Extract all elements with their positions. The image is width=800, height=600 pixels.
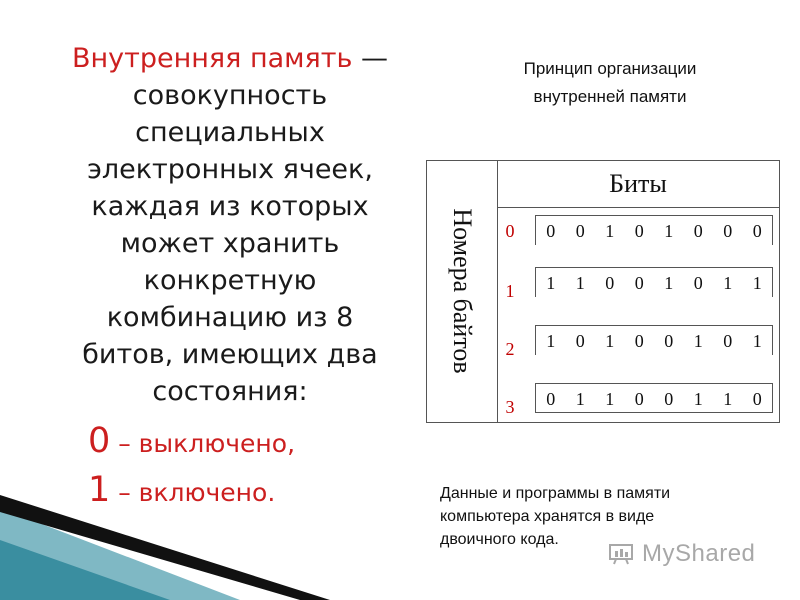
bit-cell: 1 — [664, 273, 674, 293]
bit-cell: 0 — [634, 389, 644, 409]
diagram-title — [470, 55, 750, 111]
state-off-label: – выключено, — [110, 429, 296, 458]
definition-line: комбинацию из 8 — [106, 302, 354, 333]
bit-cell: 1 — [575, 273, 585, 293]
bit-cell: 1 — [693, 389, 703, 409]
bit-cell: 0 — [605, 273, 615, 293]
bit-cell: 0 — [634, 273, 644, 293]
byte-row — [535, 215, 773, 245]
bit-cell: 1 — [605, 389, 615, 409]
bit-cell: 0 — [575, 221, 585, 241]
definition-line: совокупность — [132, 80, 328, 111]
bit-cell: 0 — [693, 221, 703, 241]
bit-cell: 1 — [605, 221, 615, 241]
bit-cell: 0 — [693, 273, 703, 293]
memory-table — [426, 160, 780, 423]
watermark-text: MyShared — [642, 540, 756, 567]
byte-index: 3 — [505, 397, 515, 417]
bit-cell: 0 — [634, 331, 644, 351]
bit-cell: 1 — [693, 331, 703, 351]
byte-row — [535, 383, 773, 413]
byte-numbers-label: Номера байтов — [448, 208, 477, 374]
bit-cell: 0 — [664, 389, 674, 409]
definition-line: электронных ячеек, — [87, 154, 373, 185]
presentation-board-icon — [608, 543, 636, 565]
bit-cell: 0 — [546, 221, 556, 241]
byte-numbers-header — [427, 161, 498, 422]
state-on-label: – включено. — [110, 478, 276, 507]
definition-line: состояния: — [152, 376, 308, 407]
state-on-digit: 1 — [88, 470, 111, 510]
bit-cell: 0 — [575, 331, 585, 351]
bit-cell: 0 — [634, 221, 644, 241]
state-on — [88, 467, 295, 516]
byte-row — [535, 267, 773, 297]
state-off — [88, 418, 295, 467]
definition-line: каждая из которых — [91, 191, 369, 222]
watermark — [608, 540, 755, 568]
note-line: Данные и программы в памяти — [440, 485, 671, 502]
definition-dash: — — [352, 43, 389, 74]
bit-cell: 0 — [752, 221, 762, 241]
note-line: двоичного кода. — [440, 531, 559, 548]
bit-cell: 0 — [752, 389, 762, 409]
byte-index: 2 — [505, 339, 515, 359]
diagram-title-line: Принцип организации — [523, 59, 697, 78]
bit-states — [88, 418, 295, 516]
bit-cell: 1 — [752, 273, 762, 293]
diagram-title-line: внутренней памяти — [533, 87, 687, 106]
bit-cell: 1 — [575, 389, 585, 409]
bit-cell: 0 — [664, 331, 674, 351]
definition-text — [60, 40, 400, 410]
bit-cell: 0 — [723, 221, 733, 241]
definition-line: конкретную — [143, 265, 317, 296]
bit-cell: 1 — [546, 331, 556, 351]
definition-line: специальных — [135, 117, 325, 148]
byte-index: 1 — [505, 281, 515, 301]
note-line: компьютера хранятся в виде — [440, 508, 655, 525]
definition-line: битов, имеющих два — [82, 339, 378, 370]
bit-cell: 1 — [752, 331, 762, 351]
bits-header: Биты — [497, 161, 779, 208]
state-off-digit: 0 — [88, 421, 111, 461]
byte-row — [535, 325, 773, 355]
bit-cell: 0 — [723, 331, 733, 351]
bit-cell: 1 — [664, 221, 674, 241]
bit-cell: 1 — [605, 331, 615, 351]
definition-first-line — [60, 40, 400, 77]
bit-cell: 1 — [723, 273, 733, 293]
bit-cell: 0 — [546, 389, 556, 409]
definition-term: Внутренняя память — [71, 43, 353, 74]
byte-index: 0 — [505, 221, 515, 241]
bit-cell: 1 — [546, 273, 556, 293]
definition-line: может хранить — [120, 228, 340, 259]
bit-cell: 1 — [723, 389, 733, 409]
